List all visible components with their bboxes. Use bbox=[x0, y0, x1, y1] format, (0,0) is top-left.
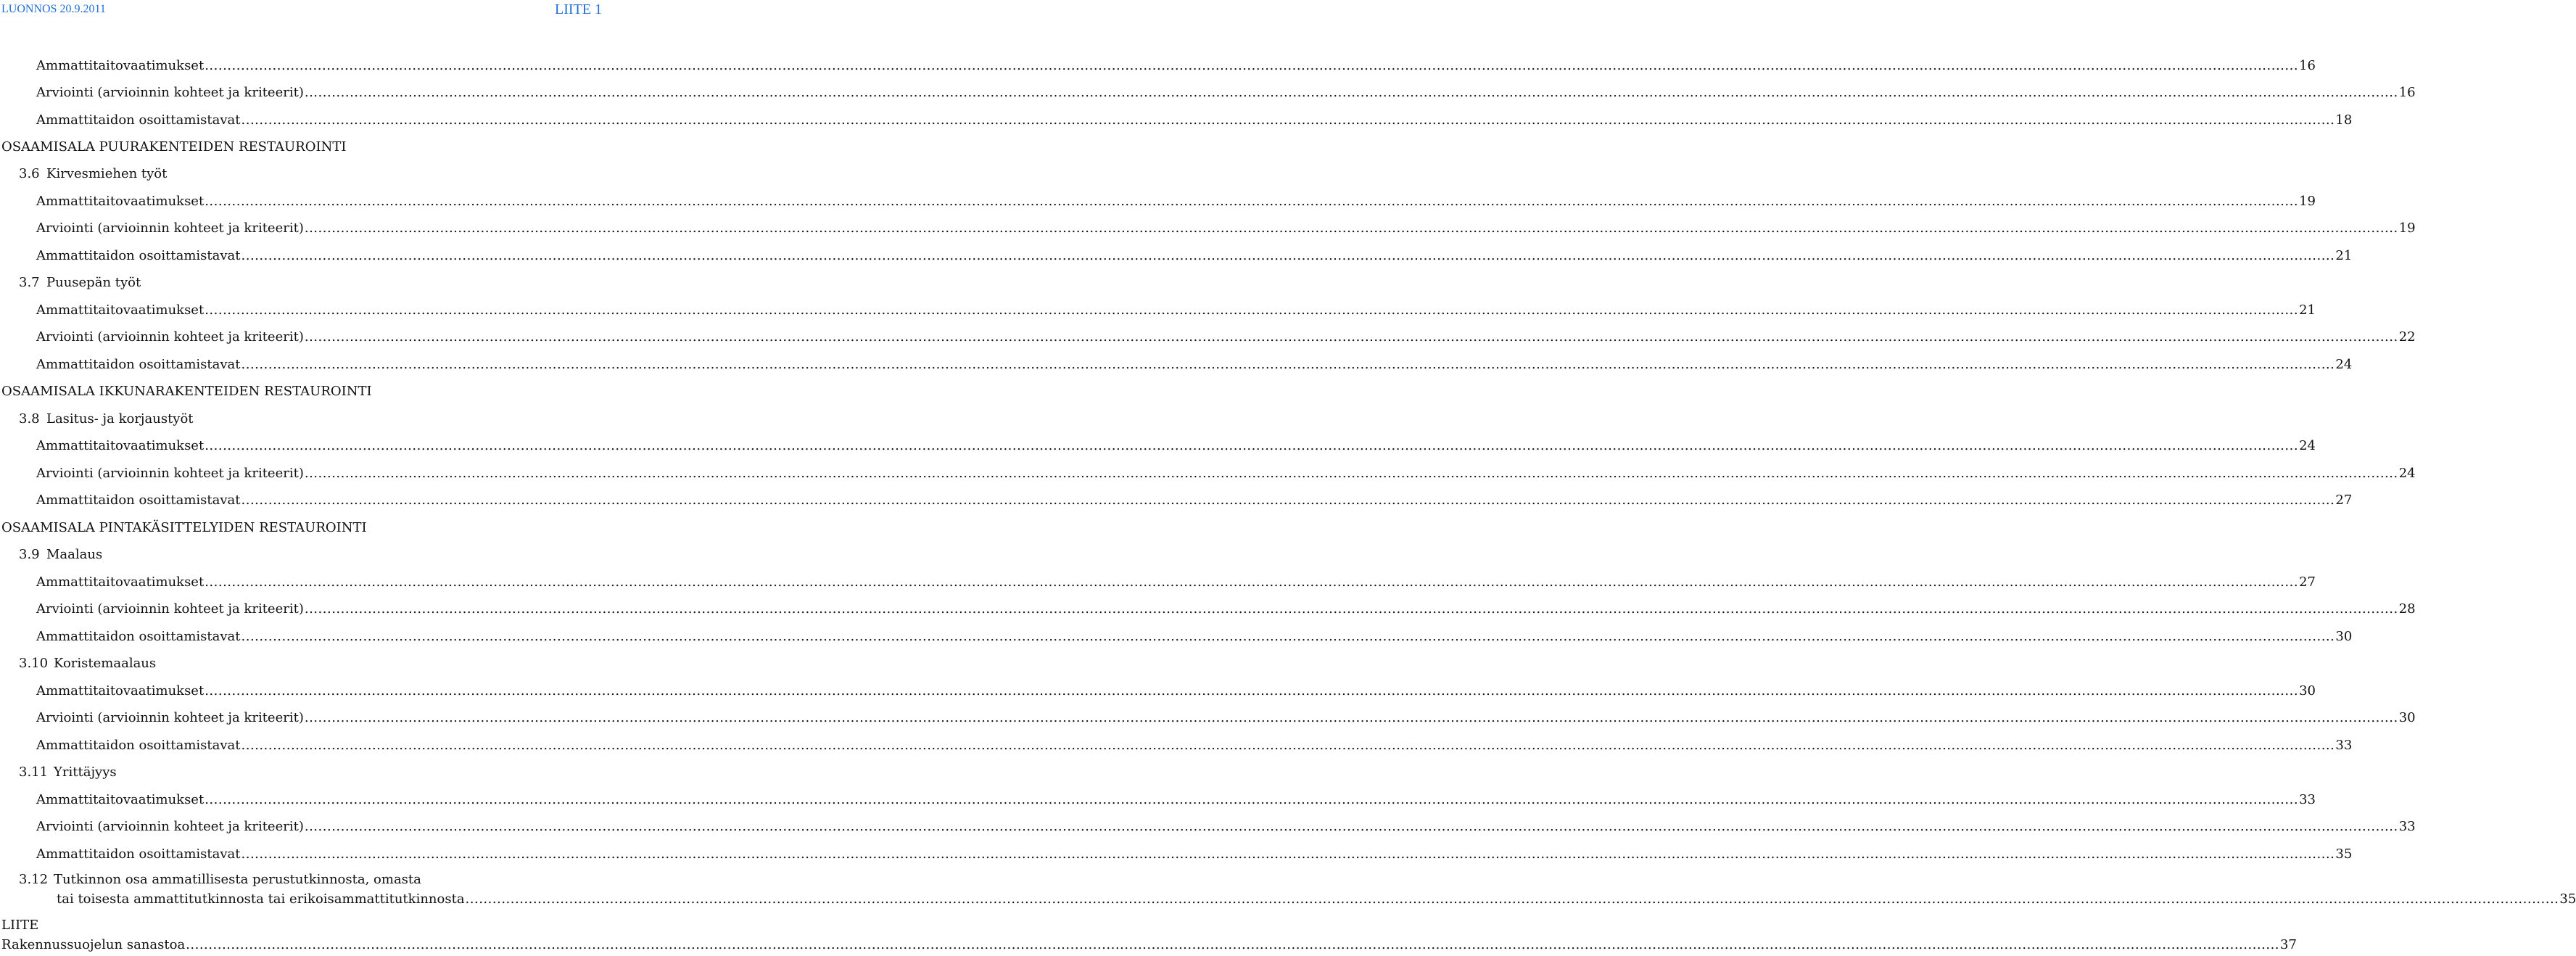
section-heading-label: LIITE bbox=[1, 918, 39, 933]
toc-entry[interactable] bbox=[0, 221, 2416, 239]
toc-entry-label: Arviointi (arvioinnin kohteet ja kriteerit) bbox=[36, 466, 304, 481]
toc-entry-label: Ammattitaitovaatimukset bbox=[36, 683, 205, 699]
toc-entry[interactable] bbox=[0, 738, 2353, 757]
toc-page-number: 24 bbox=[2335, 357, 2353, 372]
toc-leader-dots: ................................................................................................................................................................................................................................................................................................................................................................................................................................................................................ bbox=[205, 302, 2299, 318]
subsection-number: 3.7 bbox=[19, 275, 40, 290]
toc-page-number: 18 bbox=[2335, 112, 2353, 128]
subsection-title: Maalaus bbox=[46, 547, 103, 562]
toc-entry-label: Ammattitaitovaatimukset bbox=[36, 302, 205, 318]
toc-entry[interactable] bbox=[0, 85, 2416, 104]
toc-entry-label: Arviointi (arvioinnin kohteet ja kriteerit) bbox=[36, 710, 304, 725]
toc-leader-dots: ................................................................................................................................................................................................................................................................................................................................................................................................................................................................................ bbox=[205, 438, 2299, 453]
toc-leader-dots: ................................................................................................................................................................................................................................................................................................................................................................................................................................................................................ bbox=[304, 221, 2398, 236]
toc-page-number: 21 bbox=[2299, 302, 2316, 318]
toc-page-number: 30 bbox=[2299, 683, 2316, 699]
toc-page-number: 24 bbox=[2398, 466, 2416, 481]
toc-entry-label: Ammattitaitovaatimukset bbox=[36, 792, 205, 807]
subsection-title: Puusepän työt bbox=[46, 275, 141, 290]
toc-entry[interactable] bbox=[0, 937, 2297, 956]
toc-entry[interactable] bbox=[0, 194, 2316, 213]
toc-leader-dots: ................................................................................................................................................................................................................................................................................................................................................................................................................................................................................ bbox=[304, 85, 2398, 100]
toc-entry[interactable] bbox=[0, 629, 2353, 648]
toc-leader-dots: ................................................................................................................................................................................................................................................................................................................................................................................................................................................................................ bbox=[205, 683, 2299, 699]
subsection-title: Kirvesmiehen työt bbox=[46, 166, 168, 181]
toc-entry[interactable] bbox=[0, 601, 2416, 620]
subsection-number: 3.12 bbox=[19, 872, 49, 887]
toc-page-number: 24 bbox=[2299, 438, 2316, 453]
toc-entry-label: Ammattitaidon osoittamistavat bbox=[36, 846, 241, 862]
toc-page-number: 37 bbox=[2280, 937, 2297, 952]
toc-entry[interactable] bbox=[0, 683, 2316, 702]
toc-leader-dots: ................................................................................................................................................................................................................................................................................................................................................................................................................................................................................ bbox=[241, 112, 2335, 128]
toc-page-number: 19 bbox=[2398, 221, 2416, 236]
toc-leader-dots: ................................................................................................................................................................................................................................................................................................................................................................................................................................................................................ bbox=[205, 194, 2299, 209]
toc-entry-label: Arviointi (arvioinnin kohteet ja kriteerit) bbox=[36, 819, 304, 834]
toc-page-number: 33 bbox=[2398, 819, 2416, 834]
toc-page-number: 35 bbox=[2559, 891, 2576, 907]
toc-leader-dots: ................................................................................................................................................................................................................................................................................................................................................................................................................................................................................ bbox=[304, 819, 2398, 834]
toc-leader-dots: ................................................................................................................................................................................................................................................................................................................................................................................................................................................................................ bbox=[241, 846, 2335, 862]
toc-leader-dots: ................................................................................................................................................................................................................................................................................................................................................................................................................................................................................ bbox=[304, 329, 2398, 345]
toc-entry-label: Ammattitaidon osoittamistavat bbox=[36, 357, 241, 372]
toc-entry[interactable] bbox=[0, 846, 2353, 865]
toc-entry-label: tai toisesta ammattitutkinnosta tai erikoisammattitutkinnosta bbox=[57, 891, 465, 907]
toc-subsection-heading[interactable] bbox=[0, 166, 696, 185]
toc-entry-label: Ammattitaitovaatimukset bbox=[36, 194, 205, 209]
toc-entry[interactable] bbox=[0, 58, 2316, 77]
toc-leader-dots: ................................................................................................................................................................................................................................................................................................................................................................................................................................................................................ bbox=[205, 574, 2299, 590]
draft-date-label: LUONNOS 20.9.2011 bbox=[1, 3, 106, 15]
toc-leader-dots: ................................................................................................................................................................................................................................................................................................................................................................................................................................................................................ bbox=[205, 792, 2299, 807]
toc-leader-dots: ................................................................................................................................................................................................................................................................................................................................................................................................................................................................................ bbox=[205, 58, 2299, 73]
subsection-number: 3.6 bbox=[19, 166, 40, 181]
toc-leader-dots: ................................................................................................................................................................................................................................................................................................................................................................................................................................................................................ bbox=[304, 466, 2398, 481]
section-heading-label: OSAAMISALA IKKUNARAKENTEIDEN RESTAUROINTI bbox=[1, 384, 372, 399]
toc-entry[interactable] bbox=[0, 574, 2316, 593]
toc-page-number: 16 bbox=[2398, 85, 2416, 100]
toc-entry-label: Arviointi (arvioinnin kohteet ja kriteerit) bbox=[36, 601, 304, 617]
toc-entry[interactable] bbox=[0, 493, 2353, 511]
toc-page-number: 30 bbox=[2335, 629, 2353, 644]
toc-subsection-heading[interactable] bbox=[0, 275, 696, 294]
toc-entry[interactable] bbox=[0, 329, 2416, 348]
subsection-number: 3.10 bbox=[19, 656, 49, 671]
toc-leader-dots: ................................................................................................................................................................................................................................................................................................................................................................................................................................................................................ bbox=[304, 710, 2398, 725]
toc-subsection-heading[interactable] bbox=[0, 872, 696, 891]
toc-entry[interactable] bbox=[0, 302, 2316, 321]
toc-leader-dots: ................................................................................................................................................................................................................................................................................................................................................................................................................................................................................ bbox=[241, 248, 2335, 263]
toc-page-number: 35 bbox=[2335, 846, 2353, 862]
toc-subsection-heading[interactable] bbox=[0, 411, 696, 430]
subsection-number: 3.9 bbox=[19, 547, 40, 562]
toc-entry[interactable] bbox=[0, 248, 2353, 267]
toc-entry[interactable] bbox=[0, 819, 2416, 838]
section-heading-label: OSAAMISALA PUURAKENTEIDEN RESTAUROINTI bbox=[1, 139, 347, 154]
toc-page-number: 28 bbox=[2398, 601, 2416, 617]
toc-entry[interactable] bbox=[0, 792, 2316, 811]
toc-leader-dots: ................................................................................................................................................................................................................................................................................................................................................................................................................................................................................ bbox=[241, 738, 2335, 753]
toc-entry-label: Ammattitaidon osoittamistavat bbox=[36, 112, 241, 128]
section-heading-label: OSAAMISALA PINTAKÄSITTELYIDEN RESTAUROINTI bbox=[1, 520, 367, 535]
toc-section-heading[interactable] bbox=[0, 139, 696, 158]
toc-leader-dots: ................................................................................................................................................................................................................................................................................................................................................................................................................................................................................ bbox=[465, 891, 2559, 907]
toc-entry[interactable] bbox=[0, 357, 2353, 376]
toc-subsection-heading[interactable] bbox=[0, 547, 696, 566]
toc-page-number: 22 bbox=[2398, 329, 2416, 345]
toc-entry-label: Rakennussuojelun sanastoa bbox=[1, 937, 186, 952]
toc-page-number: 21 bbox=[2335, 248, 2353, 263]
toc-entry-label: Ammattitaitovaatimukset bbox=[36, 574, 205, 590]
toc-section-heading[interactable] bbox=[0, 520, 696, 539]
subsection-title: Tutkinnon osa ammatillisesta perustutkinnosta, omasta bbox=[54, 872, 421, 887]
toc-entry[interactable] bbox=[0, 710, 2416, 729]
toc-entry-label: Ammattitaidon osoittamistavat bbox=[36, 248, 241, 263]
subsection-number: 3.8 bbox=[19, 411, 40, 427]
toc-page-number: 16 bbox=[2299, 58, 2316, 73]
toc-section-heading[interactable] bbox=[0, 918, 696, 936]
toc-leader-dots: ................................................................................................................................................................................................................................................................................................................................................................................................................................................................................ bbox=[241, 357, 2335, 372]
toc-page-number: 30 bbox=[2398, 710, 2416, 725]
toc-entry-label: Arviointi (arvioinnin kohteet ja kriteerit) bbox=[36, 221, 304, 236]
subsection-title: Koristemaalaus bbox=[54, 656, 157, 671]
toc-entry[interactable] bbox=[0, 891, 2576, 910]
toc-entry-label: Ammattitaidon osoittamistavat bbox=[36, 629, 241, 644]
toc-leader-dots: ................................................................................................................................................................................................................................................................................................................................................................................................................................................................................ bbox=[186, 937, 2280, 952]
toc-section-heading[interactable] bbox=[0, 384, 696, 403]
toc-entry[interactable] bbox=[0, 466, 2416, 485]
toc-leader-dots: ................................................................................................................................................................................................................................................................................................................................................................................................................................................................................ bbox=[241, 629, 2335, 644]
toc-entry[interactable] bbox=[0, 438, 2316, 457]
toc-entry-label: Arviointi (arvioinnin kohteet ja kriteerit) bbox=[36, 85, 304, 100]
appendix-label: LIITE 1 bbox=[555, 1, 602, 17]
toc-page-number: 33 bbox=[2299, 792, 2316, 807]
toc-entry[interactable] bbox=[0, 112, 2353, 131]
page-header bbox=[0, 1, 696, 19]
toc-entry-label: Ammattitaitovaatimukset bbox=[36, 58, 205, 73]
subsection-number: 3.11 bbox=[19, 765, 49, 780]
toc-entry-label: Ammattitaidon osoittamistavat bbox=[36, 493, 241, 508]
toc-subsection-heading[interactable] bbox=[0, 765, 696, 783]
subsection-title: Lasitus- ja korjaustyöt bbox=[46, 411, 194, 427]
toc-leader-dots: ................................................................................................................................................................................................................................................................................................................................................................................................................................................................................ bbox=[304, 601, 2398, 617]
toc-leader-dots: ................................................................................................................................................................................................................................................................................................................................................................................................................................................................................ bbox=[241, 493, 2335, 508]
toc-entry-label: Ammattitaitovaatimukset bbox=[36, 438, 205, 453]
toc-page-number: 33 bbox=[2335, 738, 2353, 753]
toc-page-number: 27 bbox=[2299, 574, 2316, 590]
toc-subsection-heading[interactable] bbox=[0, 656, 696, 675]
toc-page-number: 27 bbox=[2335, 493, 2353, 508]
subsection-title: Yrittäjyys bbox=[54, 765, 117, 780]
toc-entry-label: Ammattitaidon osoittamistavat bbox=[36, 738, 241, 753]
toc-page-number: 19 bbox=[2299, 194, 2316, 209]
toc-entry-label: Arviointi (arvioinnin kohteet ja kriteerit) bbox=[36, 329, 304, 345]
